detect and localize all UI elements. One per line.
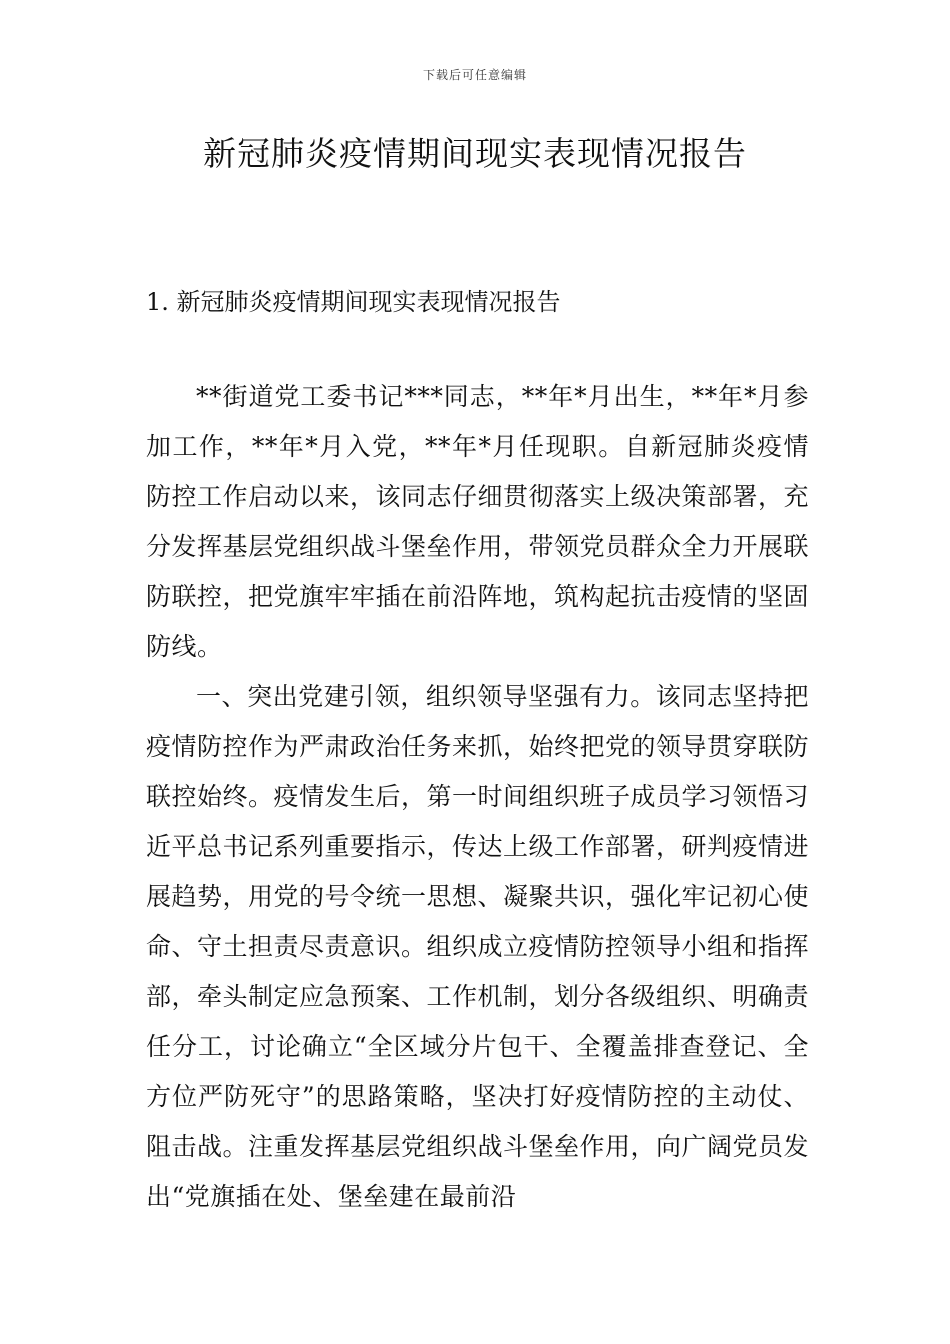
document-title: 新冠肺炎疫情期间现实表现情况报告 [203,134,747,173]
document-body [146,372,809,1222]
header-note: 下载后可任意编辑 [422,68,527,82]
paragraph-section-one: 一、突出党建引领，组织领导坚强有力。该同志坚持把疫情防控作为严肃政治任务来抓，始终把党的领导贯穿联防联控始终。疫情发生后，第一时间组织班子成员学习领悟习近平总书记系列重要指示，传达上级工作部署，研判疫情进展趋势，用党的号令统一思想、凝聚共识，强化牢记初心使命、守土担责尽责意识。组织成立疫情防控领导小组和指挥部，牵头制定应急预案、工作机制，划分各级组织、明确责任分工，讨论确立“全区域分片包干、全覆盖排查登记、全方位严防死守”的思路策略，坚决打好疫情防控的主动仗、阻击战。注重发挥基层党组织战斗堡垒作用，向广阔党员发出“党旗插在处、堡垒建在最前沿 [146,682,810,1211]
paragraph-intro: **街道党工委书记***同志，**年*月出生，**年*月参加工作，**年*月入党，**年*月任现职。自新冠肺炎疫情防控工作启动以来，该同志仔细贯彻落实上级决策部署，充分发挥基层党组织战斗堡垒作用，带领党员群众全力开展联防联控，把党旗牢牢插在前沿阵地，筑构起抗击疫情的坚固防线。 [146,382,810,661]
section-heading: 1. 新冠肺炎疫情期间现实表现情况报告 [146,288,561,316]
